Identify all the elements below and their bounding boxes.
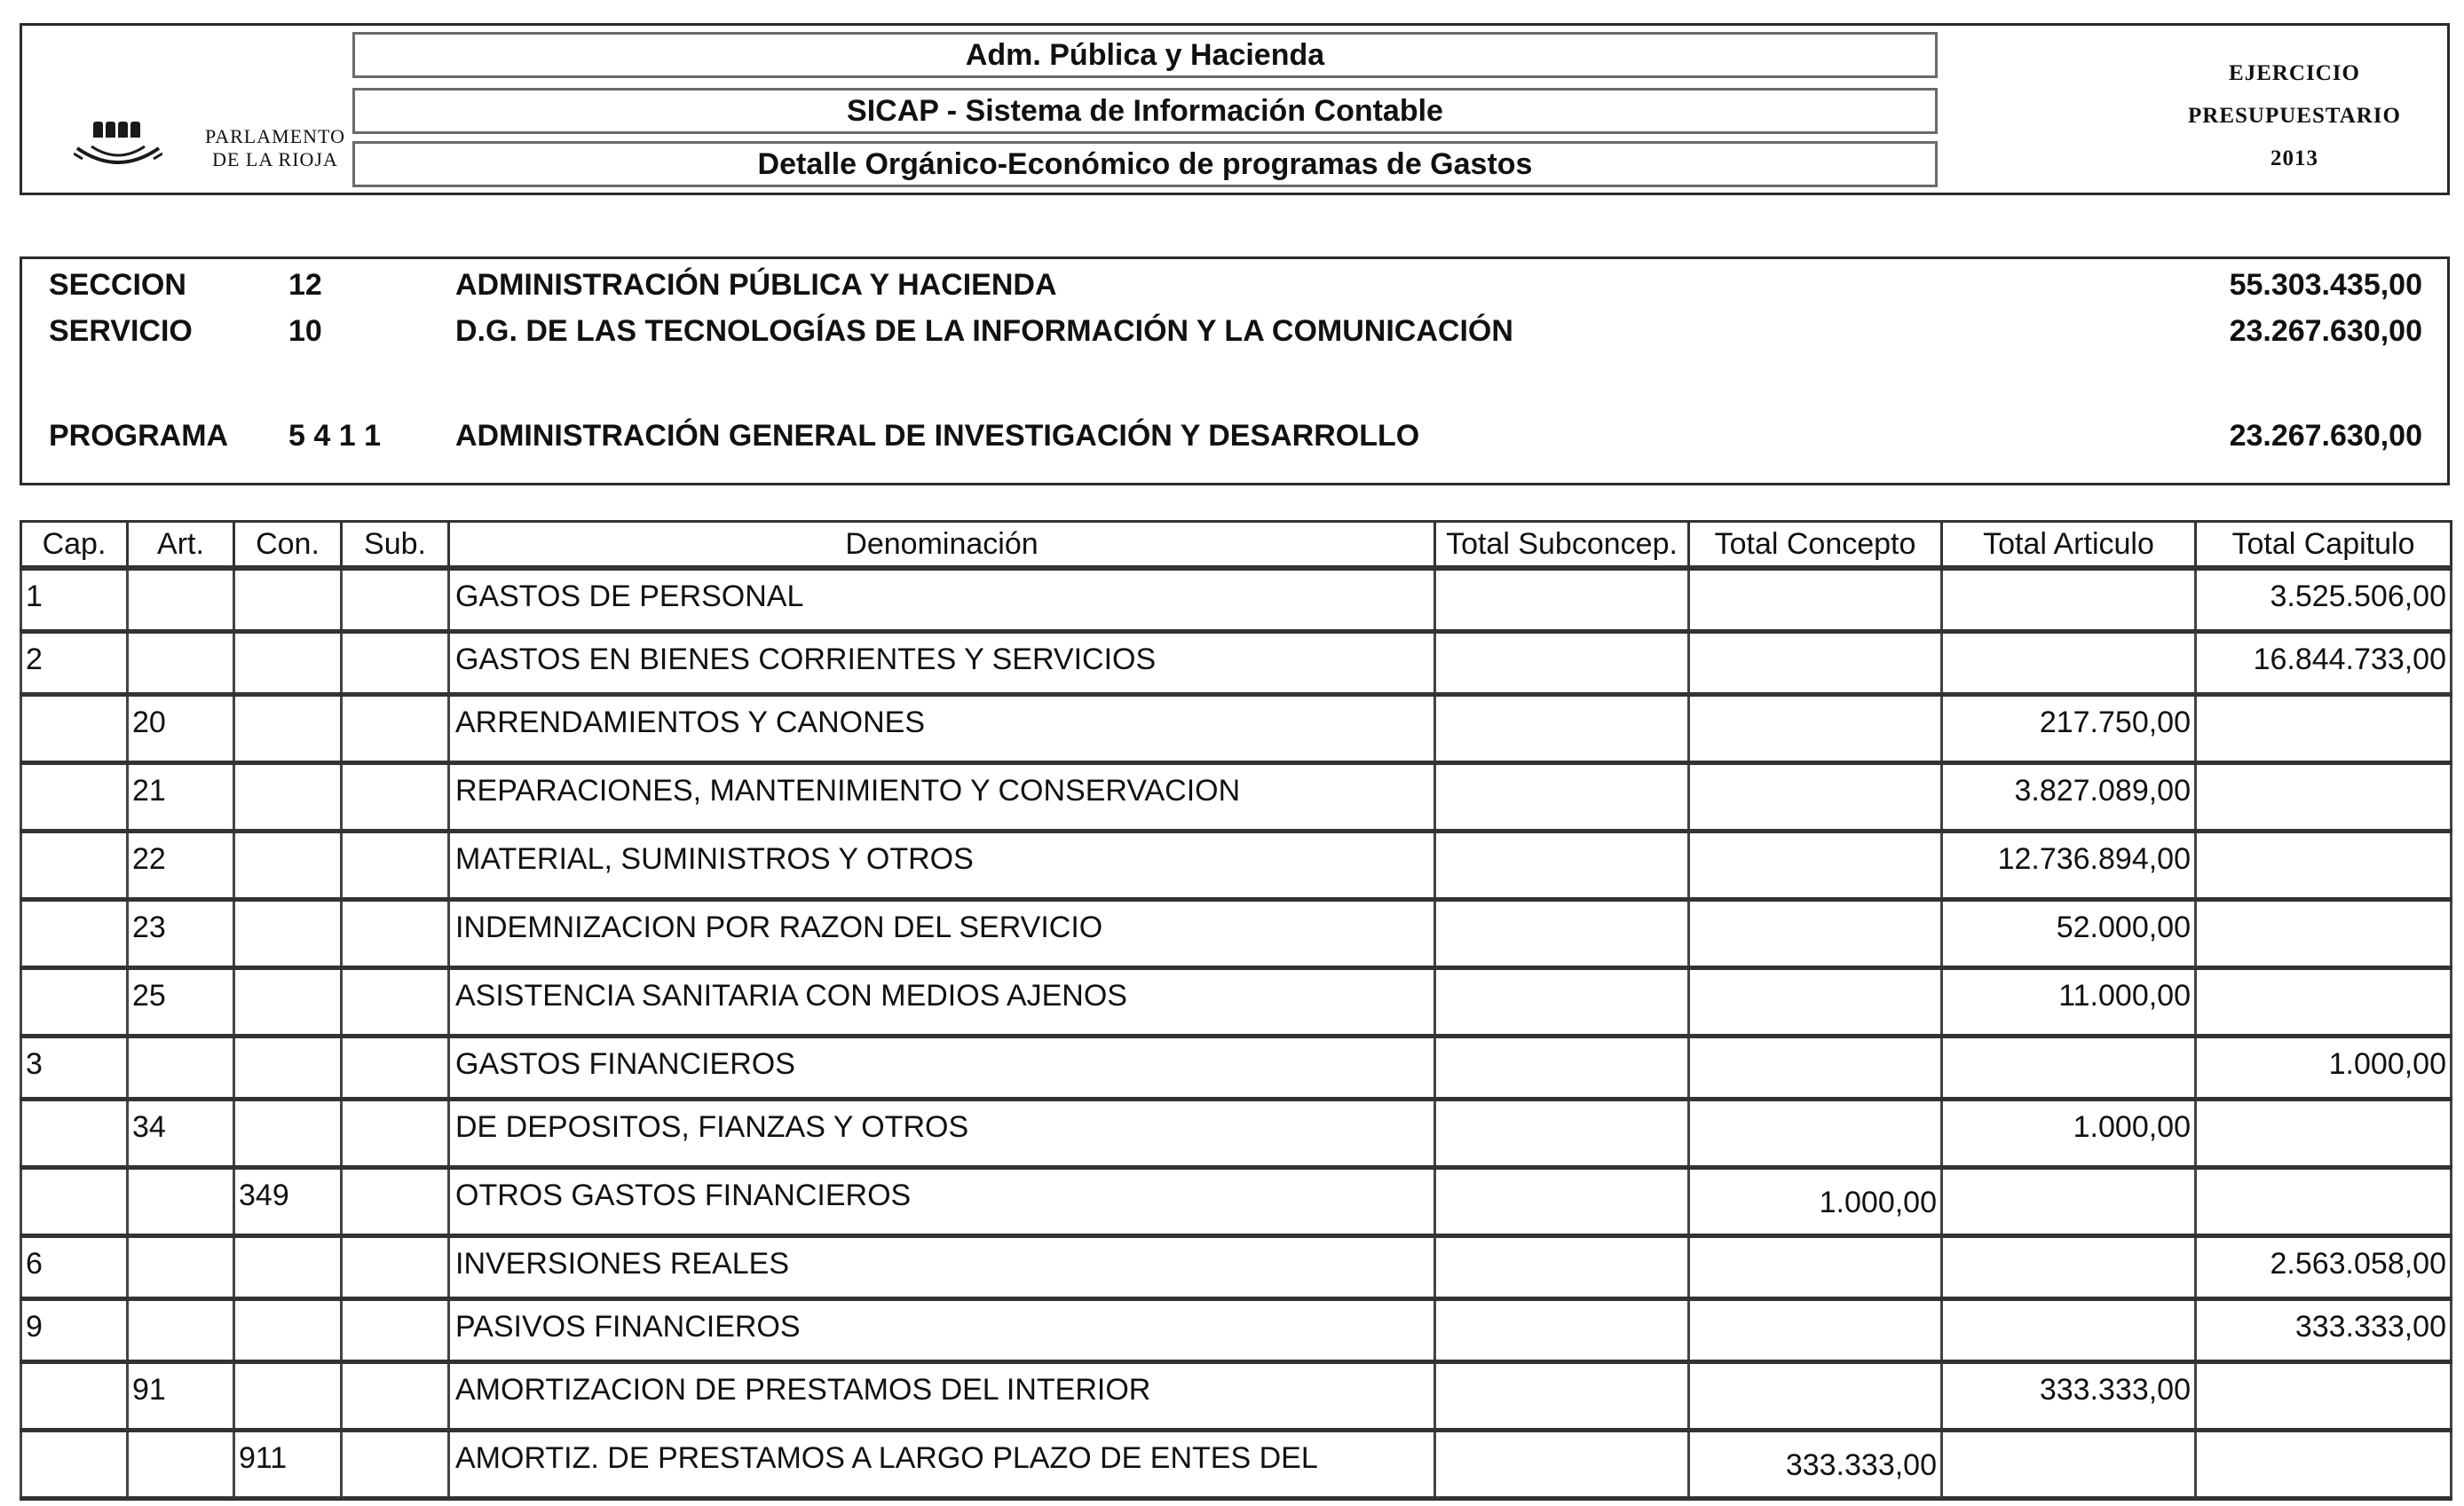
- cell-total-capitulo: 333.333,00: [2196, 1299, 2452, 1362]
- table-row: [21, 968, 2452, 1037]
- table-row: [21, 763, 2452, 832]
- cell-sub: [342, 632, 449, 695]
- cell-total-subconcep: [1435, 1100, 1689, 1168]
- cell-denominacion: ASISTENCIA SANITARIA CON MEDIOS AJENOS: [449, 968, 1435, 1037]
- cell-total-articulo: [1942, 1236, 2196, 1299]
- report-header: [20, 23, 2450, 195]
- cell-total-subconcep: [1435, 1168, 1689, 1236]
- cell-sub: [342, 1431, 449, 1499]
- cell-sub: [342, 568, 449, 632]
- cell-total-capitulo: [2196, 1168, 2452, 1236]
- programa-name: ADMINISTRACIÓN GENERAL DE INVESTIGACIÓN Y DESARROLLO: [455, 419, 1420, 453]
- logo-line-1: PARLAMENTO: [205, 125, 345, 147]
- cell-sub: [342, 1299, 449, 1362]
- table-row: [21, 1431, 2452, 1499]
- cell-total-capitulo: [2196, 1362, 2452, 1431]
- cell-total-capitulo: [2196, 832, 2452, 900]
- table-row: [21, 832, 2452, 900]
- detail-table-wrap: [20, 520, 2450, 1501]
- cell-total-articulo: [1942, 1299, 2196, 1362]
- cell-total-subconcep: [1435, 1037, 1689, 1100]
- servicio-row: [22, 314, 2447, 355]
- servicio-name: D.G. DE LAS TECNOLOGÍAS DE LA INFORMACIÓN Y LA COMUNICACIÓN: [455, 314, 1513, 348]
- table-row: [21, 632, 2452, 695]
- cell-con: [234, 632, 342, 695]
- col-header-total-capitulo: Total Capitulo: [2196, 522, 2452, 569]
- cell-total-subconcep: [1435, 1431, 1689, 1499]
- cell-cap: [21, 1431, 128, 1499]
- col-header-total-concepto: Total Concepto: [1689, 522, 1942, 569]
- cell-art: [128, 568, 234, 632]
- cell-con: [234, 900, 342, 968]
- cell-art: 23: [128, 900, 234, 968]
- cell-sub: [342, 1037, 449, 1100]
- presupuestario-label: PRESUPUESTARIO: [2188, 104, 2401, 128]
- table-row: [21, 1362, 2452, 1431]
- cell-total-subconcep: [1435, 832, 1689, 900]
- cell-total-subconcep: [1435, 632, 1689, 695]
- seccion-amount: 55.303.435,00: [2229, 268, 2422, 302]
- seccion-row: [22, 268, 2447, 309]
- cell-sub: [342, 1168, 449, 1236]
- cell-con: [234, 695, 342, 763]
- cell-total-subconcep: [1435, 1299, 1689, 1362]
- cell-cap: [21, 1100, 128, 1168]
- cell-total-concepto: [1689, 763, 1942, 832]
- cell-con: [234, 1100, 342, 1168]
- servicio-label: SERVICIO: [49, 314, 193, 348]
- cell-con: [234, 568, 342, 632]
- programa-row: [22, 419, 2447, 460]
- cell-total-concepto: [1689, 1362, 1942, 1431]
- report-title: Detalle Orgánico-Económico de programas de Gastos: [352, 141, 1938, 187]
- cell-total-capitulo: [2196, 1100, 2452, 1168]
- cell-sub: [342, 763, 449, 832]
- cell-cap: [21, 763, 128, 832]
- cell-con: [234, 968, 342, 1037]
- cell-cap: [21, 968, 128, 1037]
- col-header-art: Art.: [128, 522, 234, 569]
- cell-cap: [21, 832, 128, 900]
- cell-sub: [342, 1362, 449, 1431]
- cell-total-concepto: 333.333,00: [1689, 1431, 1942, 1499]
- cell-con: 349: [234, 1168, 342, 1236]
- emblem-icon: [74, 141, 162, 177]
- cell-total-concepto: [1689, 632, 1942, 695]
- cell-total-capitulo: 3.525.506,00: [2196, 568, 2452, 632]
- cell-cap: 9: [21, 1299, 128, 1362]
- table-row: [21, 1236, 2452, 1299]
- col-header-denominacion: Denominación: [449, 522, 1435, 569]
- system-title: SICAP - Sistema de Información Contable: [352, 88, 1938, 134]
- department-title: Adm. Pública y Hacienda: [352, 32, 1938, 78]
- cell-con: [234, 1037, 342, 1100]
- cell-total-articulo: 12.736.894,00: [1942, 832, 2196, 900]
- cell-con: 911: [234, 1431, 342, 1499]
- cell-sub: [342, 968, 449, 1037]
- cell-total-articulo: 3.827.089,00: [1942, 763, 2196, 832]
- cell-total-concepto: [1689, 695, 1942, 763]
- crown-icon: [93, 122, 145, 139]
- parlamento-logo: [49, 79, 345, 177]
- cell-total-subconcep: [1435, 1236, 1689, 1299]
- cell-cap: [21, 695, 128, 763]
- cell-cap: [21, 900, 128, 968]
- cell-total-articulo: 333.333,00: [1942, 1362, 2196, 1431]
- servicio-amount: 23.267.630,00: [2229, 314, 2422, 348]
- table-row: [21, 568, 2452, 632]
- cell-denominacion: ARRENDAMIENTOS Y CANONES: [449, 695, 1435, 763]
- cell-con: [234, 1299, 342, 1362]
- cell-total-concepto: [1689, 968, 1942, 1037]
- cell-con: [234, 1362, 342, 1431]
- table-row: [21, 900, 2452, 968]
- cell-total-concepto: [1689, 900, 1942, 968]
- cell-cap: [21, 1168, 128, 1236]
- cell-total-concepto: [1689, 568, 1942, 632]
- cell-con: [234, 763, 342, 832]
- cell-total-subconcep: [1435, 900, 1689, 968]
- cell-total-capitulo: 1.000,00: [2196, 1037, 2452, 1100]
- cell-art: 22: [128, 832, 234, 900]
- cell-sub: [342, 900, 449, 968]
- cell-sub: [342, 695, 449, 763]
- cell-denominacion: INDEMNIZACION POR RAZON DEL SERVICIO: [449, 900, 1435, 968]
- table-row: [21, 695, 2452, 763]
- cell-art: [128, 1037, 234, 1100]
- cell-art: [128, 1168, 234, 1236]
- table-header-row: [21, 522, 2452, 569]
- cell-total-subconcep: [1435, 568, 1689, 632]
- cell-denominacion: AMORTIZ. DE PRESTAMOS A LARGO PLAZO DE ENTES DEL: [449, 1431, 1435, 1499]
- cell-total-subconcep: [1435, 763, 1689, 832]
- table-row: [21, 1299, 2452, 1362]
- seccion-label: SECCION: [49, 268, 186, 302]
- cell-total-capitulo: 16.844.733,00: [2196, 632, 2452, 695]
- cell-total-concepto: [1689, 1100, 1942, 1168]
- cell-denominacion: GASTOS DE PERSONAL: [449, 568, 1435, 632]
- cell-total-concepto: [1689, 1299, 1942, 1362]
- cell-total-concepto: [1689, 1236, 1942, 1299]
- servicio-code: 10: [288, 314, 322, 348]
- cell-total-capitulo: [2196, 900, 2452, 968]
- detail-table: [20, 520, 2452, 1501]
- programa-code: 5 4 1 1: [288, 419, 381, 453]
- col-header-cap: Cap.: [21, 522, 128, 569]
- ejercicio-label: EJERCICIO: [2229, 61, 2360, 85]
- cell-denominacion: GASTOS FINANCIEROS: [449, 1037, 1435, 1100]
- cell-art: 34: [128, 1100, 234, 1168]
- cell-total-capitulo: [2196, 695, 2452, 763]
- cell-total-subconcep: [1435, 968, 1689, 1037]
- cell-art: 91: [128, 1362, 234, 1431]
- cell-art: [128, 1299, 234, 1362]
- cell-total-subconcep: [1435, 695, 1689, 763]
- logo-line-2: DE LA RIOJA: [212, 148, 338, 170]
- cell-total-capitulo: [2196, 763, 2452, 832]
- seccion-name: ADMINISTRACIÓN PÚBLICA Y HACIENDA: [455, 268, 1057, 302]
- col-header-total-articulo: Total Articulo: [1942, 522, 2196, 569]
- cell-art: [128, 1236, 234, 1299]
- cell-total-articulo: [1942, 632, 2196, 695]
- cell-total-concepto: [1689, 832, 1942, 900]
- cell-cap: 1: [21, 568, 128, 632]
- col-header-sub: Sub.: [342, 522, 449, 569]
- cell-denominacion: GASTOS EN BIENES CORRIENTES Y SERVICIOS: [449, 632, 1435, 695]
- table-row: [21, 1168, 2452, 1236]
- cell-denominacion: AMORTIZACION DE PRESTAMOS DEL INTERIOR: [449, 1362, 1435, 1431]
- cell-art: [128, 632, 234, 695]
- programa-label: PROGRAMA: [49, 419, 229, 453]
- cell-sub: [342, 1100, 449, 1168]
- cell-denominacion: REPARACIONES, MANTENIMIENTO Y CONSERVACION: [449, 763, 1435, 832]
- table-row: [21, 1100, 2452, 1168]
- cell-cap: 2: [21, 632, 128, 695]
- cell-denominacion: INVERSIONES REALES: [449, 1236, 1435, 1299]
- col-header-total-subconcep: Total Subconcep.: [1435, 522, 1689, 569]
- col-header-con: Con.: [234, 522, 342, 569]
- cell-denominacion: DE DEPOSITOS, FIANZAS Y OTROS: [449, 1100, 1435, 1168]
- cell-art: [128, 1431, 234, 1499]
- cell-denominacion: PASIVOS FINANCIEROS: [449, 1299, 1435, 1362]
- programa-amount: 23.267.630,00: [2229, 419, 2422, 453]
- cell-total-articulo: [1942, 1431, 2196, 1499]
- cell-total-articulo: [1942, 568, 2196, 632]
- table-row: [21, 1037, 2452, 1100]
- table-body: [21, 568, 2452, 1499]
- cell-total-concepto: [1689, 1037, 1942, 1100]
- cell-total-capitulo: 2.563.058,00: [2196, 1236, 2452, 1299]
- cell-art: 20: [128, 695, 234, 763]
- cell-cap: 6: [21, 1236, 128, 1299]
- cell-denominacion: MATERIAL, SUMINISTROS Y OTROS: [449, 832, 1435, 900]
- cell-total-articulo: 11.000,00: [1942, 968, 2196, 1037]
- cell-cap: 3: [21, 1037, 128, 1100]
- cell-sub: [342, 832, 449, 900]
- cell-total-capitulo: [2196, 1431, 2452, 1499]
- cell-total-articulo: [1942, 1168, 2196, 1236]
- section-summary: [20, 256, 2450, 485]
- cell-sub: [342, 1236, 449, 1299]
- fiscal-year: 2013: [2271, 146, 2318, 170]
- cell-total-articulo: [1942, 1037, 2196, 1100]
- cell-cap: [21, 1362, 128, 1431]
- fiscal-year-block: [2161, 52, 2428, 180]
- seccion-code: 12: [288, 268, 322, 302]
- cell-total-capitulo: [2196, 968, 2452, 1037]
- cell-total-articulo: 52.000,00: [1942, 900, 2196, 968]
- cell-total-articulo: 217.750,00: [1942, 695, 2196, 763]
- logo-text: [191, 125, 359, 171]
- cell-con: [234, 832, 342, 900]
- cell-total-subconcep: [1435, 1362, 1689, 1431]
- cell-total-concepto: 1.000,00: [1689, 1168, 1942, 1236]
- cell-art: 25: [128, 968, 234, 1037]
- cell-total-articulo: 1.000,00: [1942, 1100, 2196, 1168]
- cell-con: [234, 1236, 342, 1299]
- cell-denominacion: OTROS GASTOS FINANCIEROS: [449, 1168, 1435, 1236]
- cell-art: 21: [128, 763, 234, 832]
